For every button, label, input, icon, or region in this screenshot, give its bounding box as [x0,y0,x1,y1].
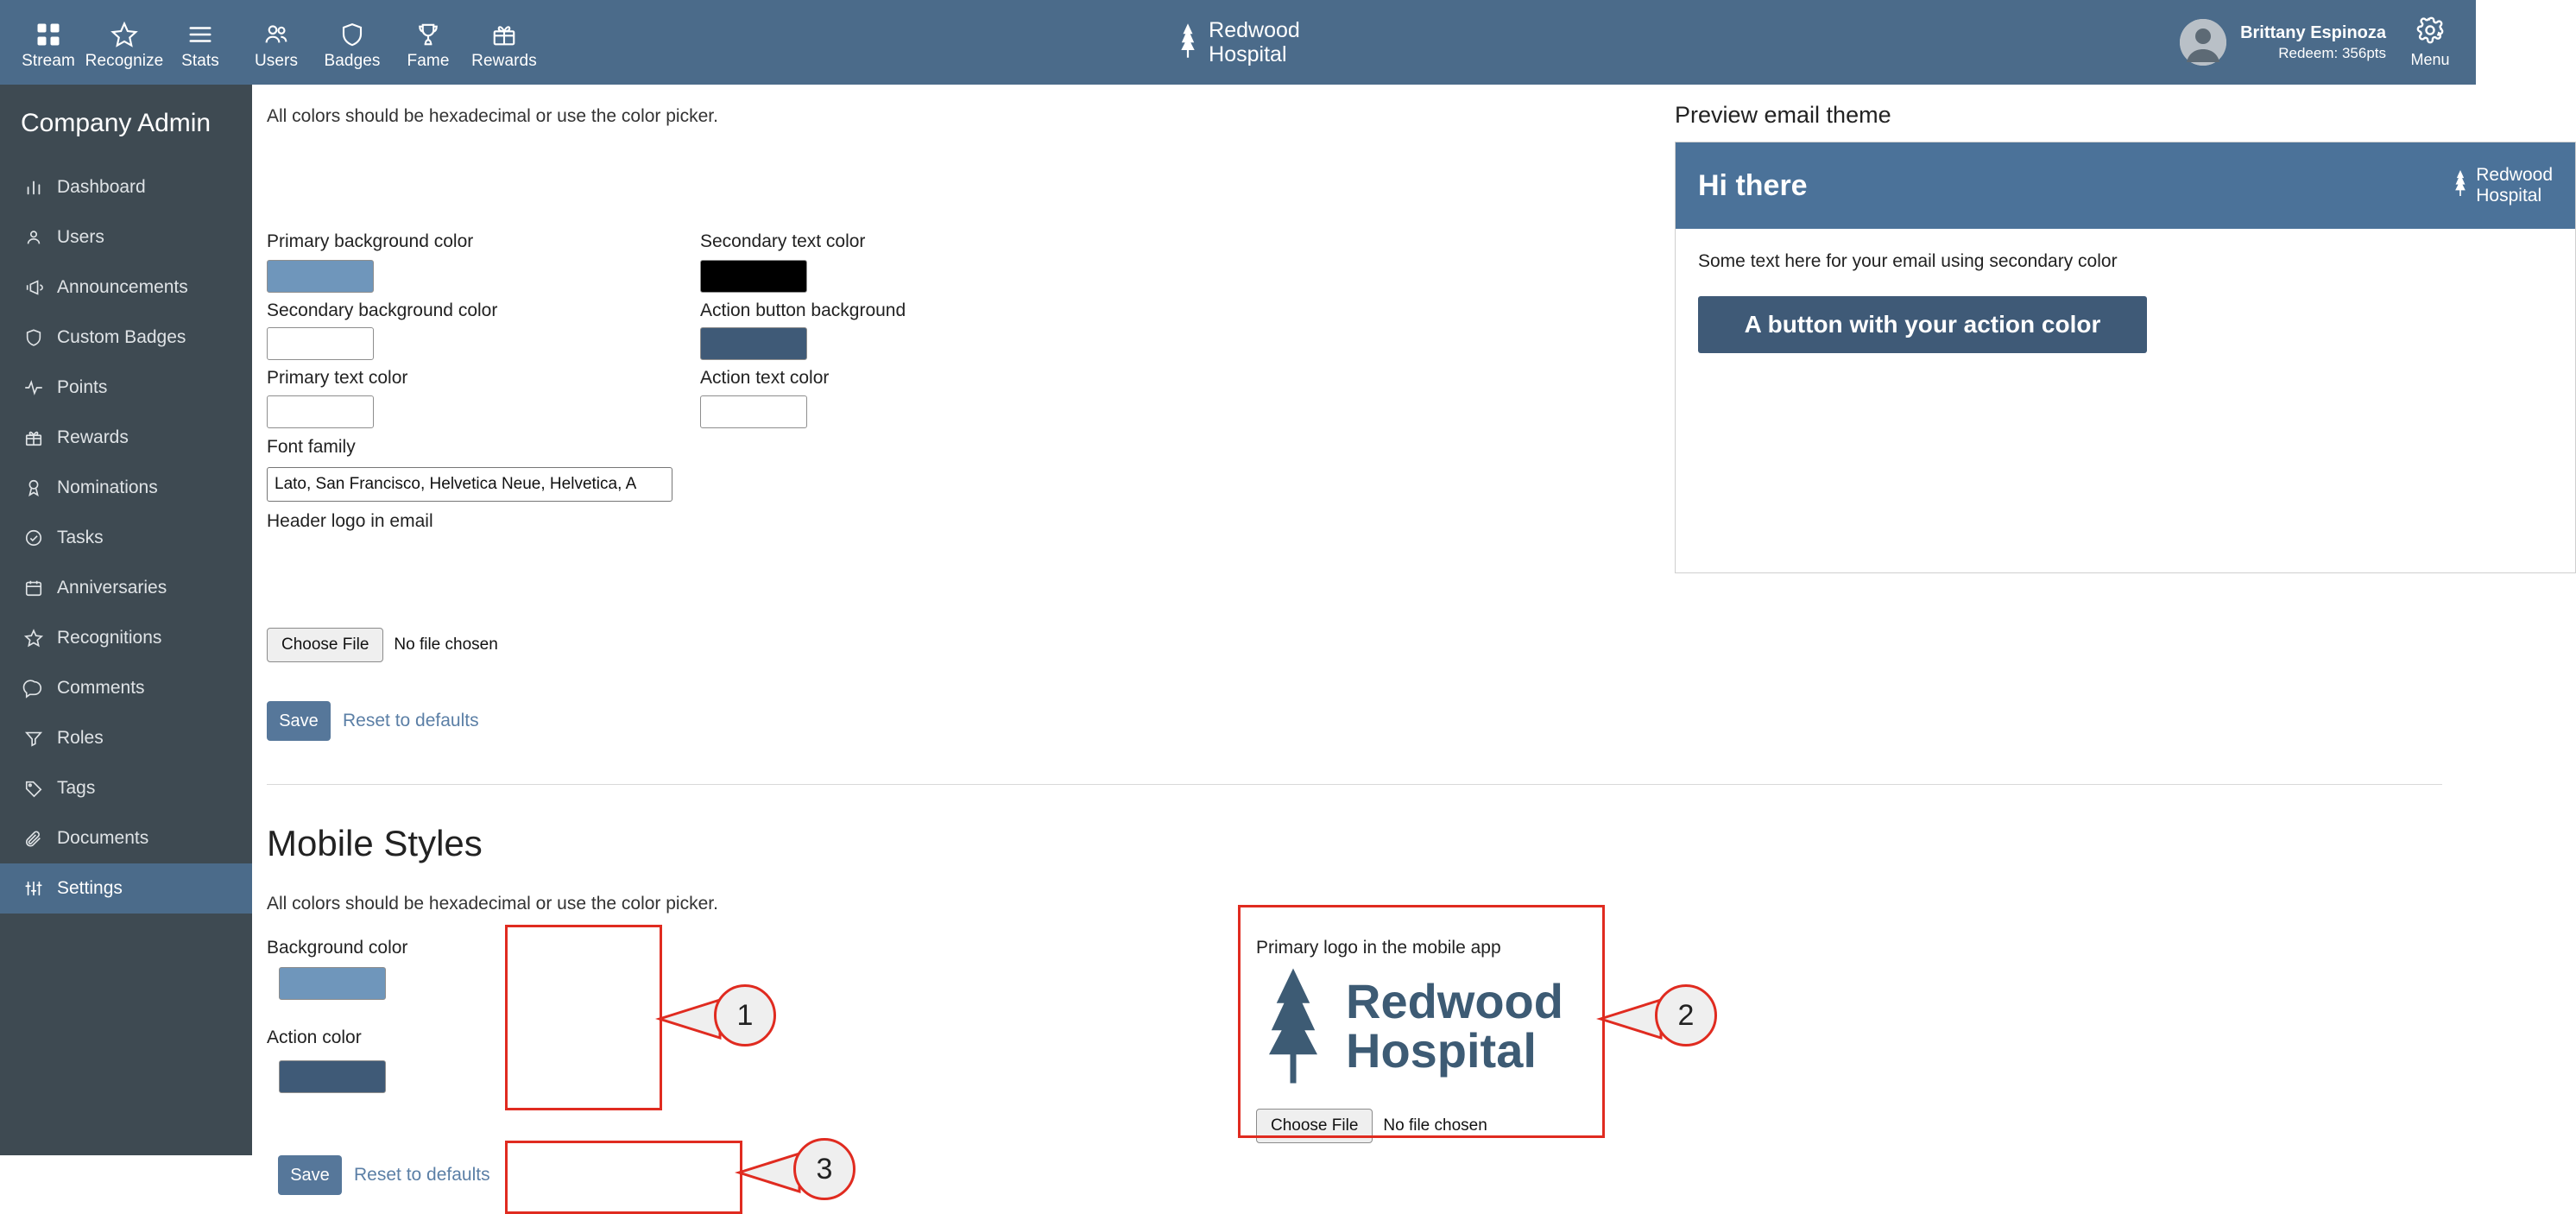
sidebar-label-documents: Documents [57,828,149,848]
topnav-item-rewards[interactable] [466,15,542,71]
grid-icon [35,20,61,49]
comment-icon [22,679,45,698]
sidebar-item-users[interactable] [0,212,252,262]
swatch-action-text-color[interactable] [700,395,807,428]
label-header-logo-in-email: Header logo in email [267,511,433,531]
megaphone-icon [22,278,45,297]
topnav-label-fame: Fame [407,51,450,70]
menu-label: Menu [2410,51,2450,68]
reset-to-defaults-link-mobile[interactable]: Reset to defaults [354,1165,490,1185]
mobile-logo-line-1: Redwood [1346,973,1563,1028]
sidebar-label-users: Users [57,227,104,247]
topnav-label-rewards: Rewards [471,51,537,70]
tree-icon [1176,22,1200,64]
sliders-icon [22,879,45,898]
sidebar-item-comments[interactable] [0,663,252,713]
users-icon [262,20,290,49]
preview-logo-line-1: Redwood [2476,165,2553,186]
sidebar-label-custom-badges: Custom Badges [57,327,186,347]
shield-icon [22,328,45,347]
tag-icon [22,779,45,798]
annotation-number-3: 3 [793,1138,856,1200]
annotation-callout-3 [793,1138,856,1200]
label-font-family: Font family [267,437,356,457]
sidebar-item-settings[interactable] [0,863,252,914]
label-secondary-text-color: Secondary text color [700,231,866,251]
trophy-icon [415,20,441,49]
star-icon [22,629,45,648]
email-styles-hint: All colors should be hexadecimal or use the color picker. [267,106,718,126]
font-family-input[interactable]: Lato, San Francisco, Helvetica Neue, Helvetica, A [267,467,672,502]
label-mobile-action-color: Action color [267,1027,362,1047]
check-circle-icon [22,528,45,547]
save-button-email[interactable]: Save [267,701,331,741]
medal-icon [22,478,45,497]
sidebar-label-rewards: Rewards [57,427,129,447]
user-name: Brittany Espinoza [2240,22,2386,42]
sidebar-label-roles: Roles [57,728,104,748]
sidebar [0,85,252,1155]
star-icon [110,20,138,49]
pulse-icon [22,378,45,397]
sidebar-item-anniversaries[interactable] [0,563,252,613]
topnav-item-stream[interactable] [10,15,86,71]
label-action-button-background: Action button background [700,300,906,320]
sidebar-label-dashboard: Dashboard [57,177,146,197]
preview-body-text: Some text here for your email using secondary color [1698,251,2118,271]
gear-icon [2415,16,2445,49]
label-primary-text-color: Primary text color [267,368,408,388]
menu-button[interactable] [2400,16,2460,69]
sidebar-item-rewards[interactable] [0,413,252,463]
label-secondary-background-color: Secondary background color [267,300,498,320]
brand-line-2: Hospital [1209,42,1287,66]
choose-file-button-mobile[interactable]: Choose File [1256,1109,1373,1143]
email-logo-file-input[interactable] [267,628,498,662]
sidebar-label-anniversaries: Anniversaries [57,578,167,598]
top-navigation-bar [0,0,2476,85]
topnav-item-recognize[interactable] [86,15,162,71]
mobile-save-row [278,1155,490,1195]
swatch-action-button-background[interactable] [700,327,807,360]
swatch-primary-text-color[interactable] [267,395,374,428]
preview-logo-line-2: Hospital [2476,186,2542,205]
reset-to-defaults-link-email[interactable]: Reset to defaults [343,711,479,730]
sidebar-item-roles[interactable] [0,713,252,763]
brand-line-1: Redwood [1209,18,1300,42]
tree-icon [2452,168,2469,203]
swatch-mobile-action-color[interactable] [279,1060,386,1093]
chart-bar-icon [22,178,45,197]
label-primary-background-color: Primary background color [267,231,474,251]
file-status-mobile: No file chosen [1383,1116,1487,1135]
sidebar-item-dashboard[interactable] [0,162,252,212]
preview-title: Preview email theme [1675,102,1891,128]
mobile-logo-line-2: Hospital [1346,1023,1537,1078]
swatch-secondary-text-color[interactable] [700,260,807,293]
label-action-text-color: Action text color [700,368,830,388]
sidebar-label-tasks: Tasks [57,528,104,547]
sidebar-item-tags[interactable] [0,763,252,813]
preview-greeting: Hi there [1698,168,1808,202]
gift-icon [491,20,517,49]
topnav-label-badges: Badges [324,51,381,70]
sidebar-label-points: Points [57,377,108,397]
topnav-label-stats: Stats [181,51,219,70]
sidebar-item-nominations[interactable] [0,463,252,513]
file-status-email: No file chosen [394,635,498,654]
top-right-area [2180,0,2460,85]
section-divider [267,784,2442,785]
topnav-item-users[interactable] [238,15,314,71]
main-content [252,85,2553,1186]
sidebar-label-tags: Tags [57,778,96,798]
swatch-primary-background-color[interactable] [267,260,374,293]
email-save-row [267,701,479,741]
sidebar-label-comments: Comments [57,678,145,698]
email-preview-card [1675,142,2576,573]
topnav-label-stream: Stream [22,51,75,70]
annotation-box-3 [505,1141,742,1214]
sidebar-title: Company Admin [21,109,212,137]
annotation-box-1 [505,925,662,1110]
sidebar-label-announcements: Announcements [57,277,188,297]
user-points: Redeem: 356pts [2278,44,2386,61]
avatar[interactable] [2180,19,2226,66]
annotation-number-1: 1 [714,984,776,1046]
preview-header [1676,142,2575,229]
mobile-styles-hint: All colors should be hexadecimal or use the color picker. [267,894,718,914]
topnav-item-stats[interactable] [162,15,238,71]
topnav-label-recognize: Recognize [85,51,164,70]
save-button-mobile[interactable]: Save [278,1155,342,1195]
label-primary-logo-mobile: Primary logo in the mobile app [1256,938,1501,958]
user-info[interactable] [2240,22,2386,63]
annotation-number-2: 2 [1655,984,1717,1046]
sidebar-item-recognitions[interactable] [0,613,252,663]
annotation-callout-1 [714,984,776,1046]
sidebar-item-custom-badges[interactable] [0,313,252,363]
sidebar-item-documents[interactable] [0,813,252,863]
list-icon [187,20,213,49]
top-nav-items [0,15,542,71]
swatch-mobile-background-color[interactable] [279,967,386,1000]
sidebar-label-nominations: Nominations [57,477,158,497]
preview-body [1676,229,2575,353]
sidebar-label-settings: Settings [57,878,123,898]
preview-action-button[interactable]: A button with your action color [1698,296,2147,353]
topnav-label-users: Users [254,51,299,70]
swatch-secondary-background-color[interactable] [267,327,374,360]
sidebar-item-tasks[interactable] [0,513,252,563]
filter-icon [22,729,45,748]
label-mobile-background-color: Background color [267,938,408,958]
choose-file-button-email[interactable]: Choose File [267,628,383,662]
gift-icon [22,428,45,447]
sidebar-item-announcements[interactable] [0,262,252,313]
mobile-styles-heading: Mobile Styles [267,823,483,863]
topnav-item-fame[interactable] [390,15,466,71]
topnav-item-badges[interactable] [314,15,390,71]
calendar-icon [22,579,45,598]
sidebar-label-recognitions: Recognitions [57,628,162,648]
annotation-box-2 [1238,905,1605,1138]
user-icon [22,228,45,247]
paperclip-icon [22,829,45,848]
sidebar-item-points[interactable] [0,363,252,413]
shield-icon [339,20,365,49]
preview-logo [2452,165,2553,205]
annotation-callout-2 [1655,984,1717,1046]
